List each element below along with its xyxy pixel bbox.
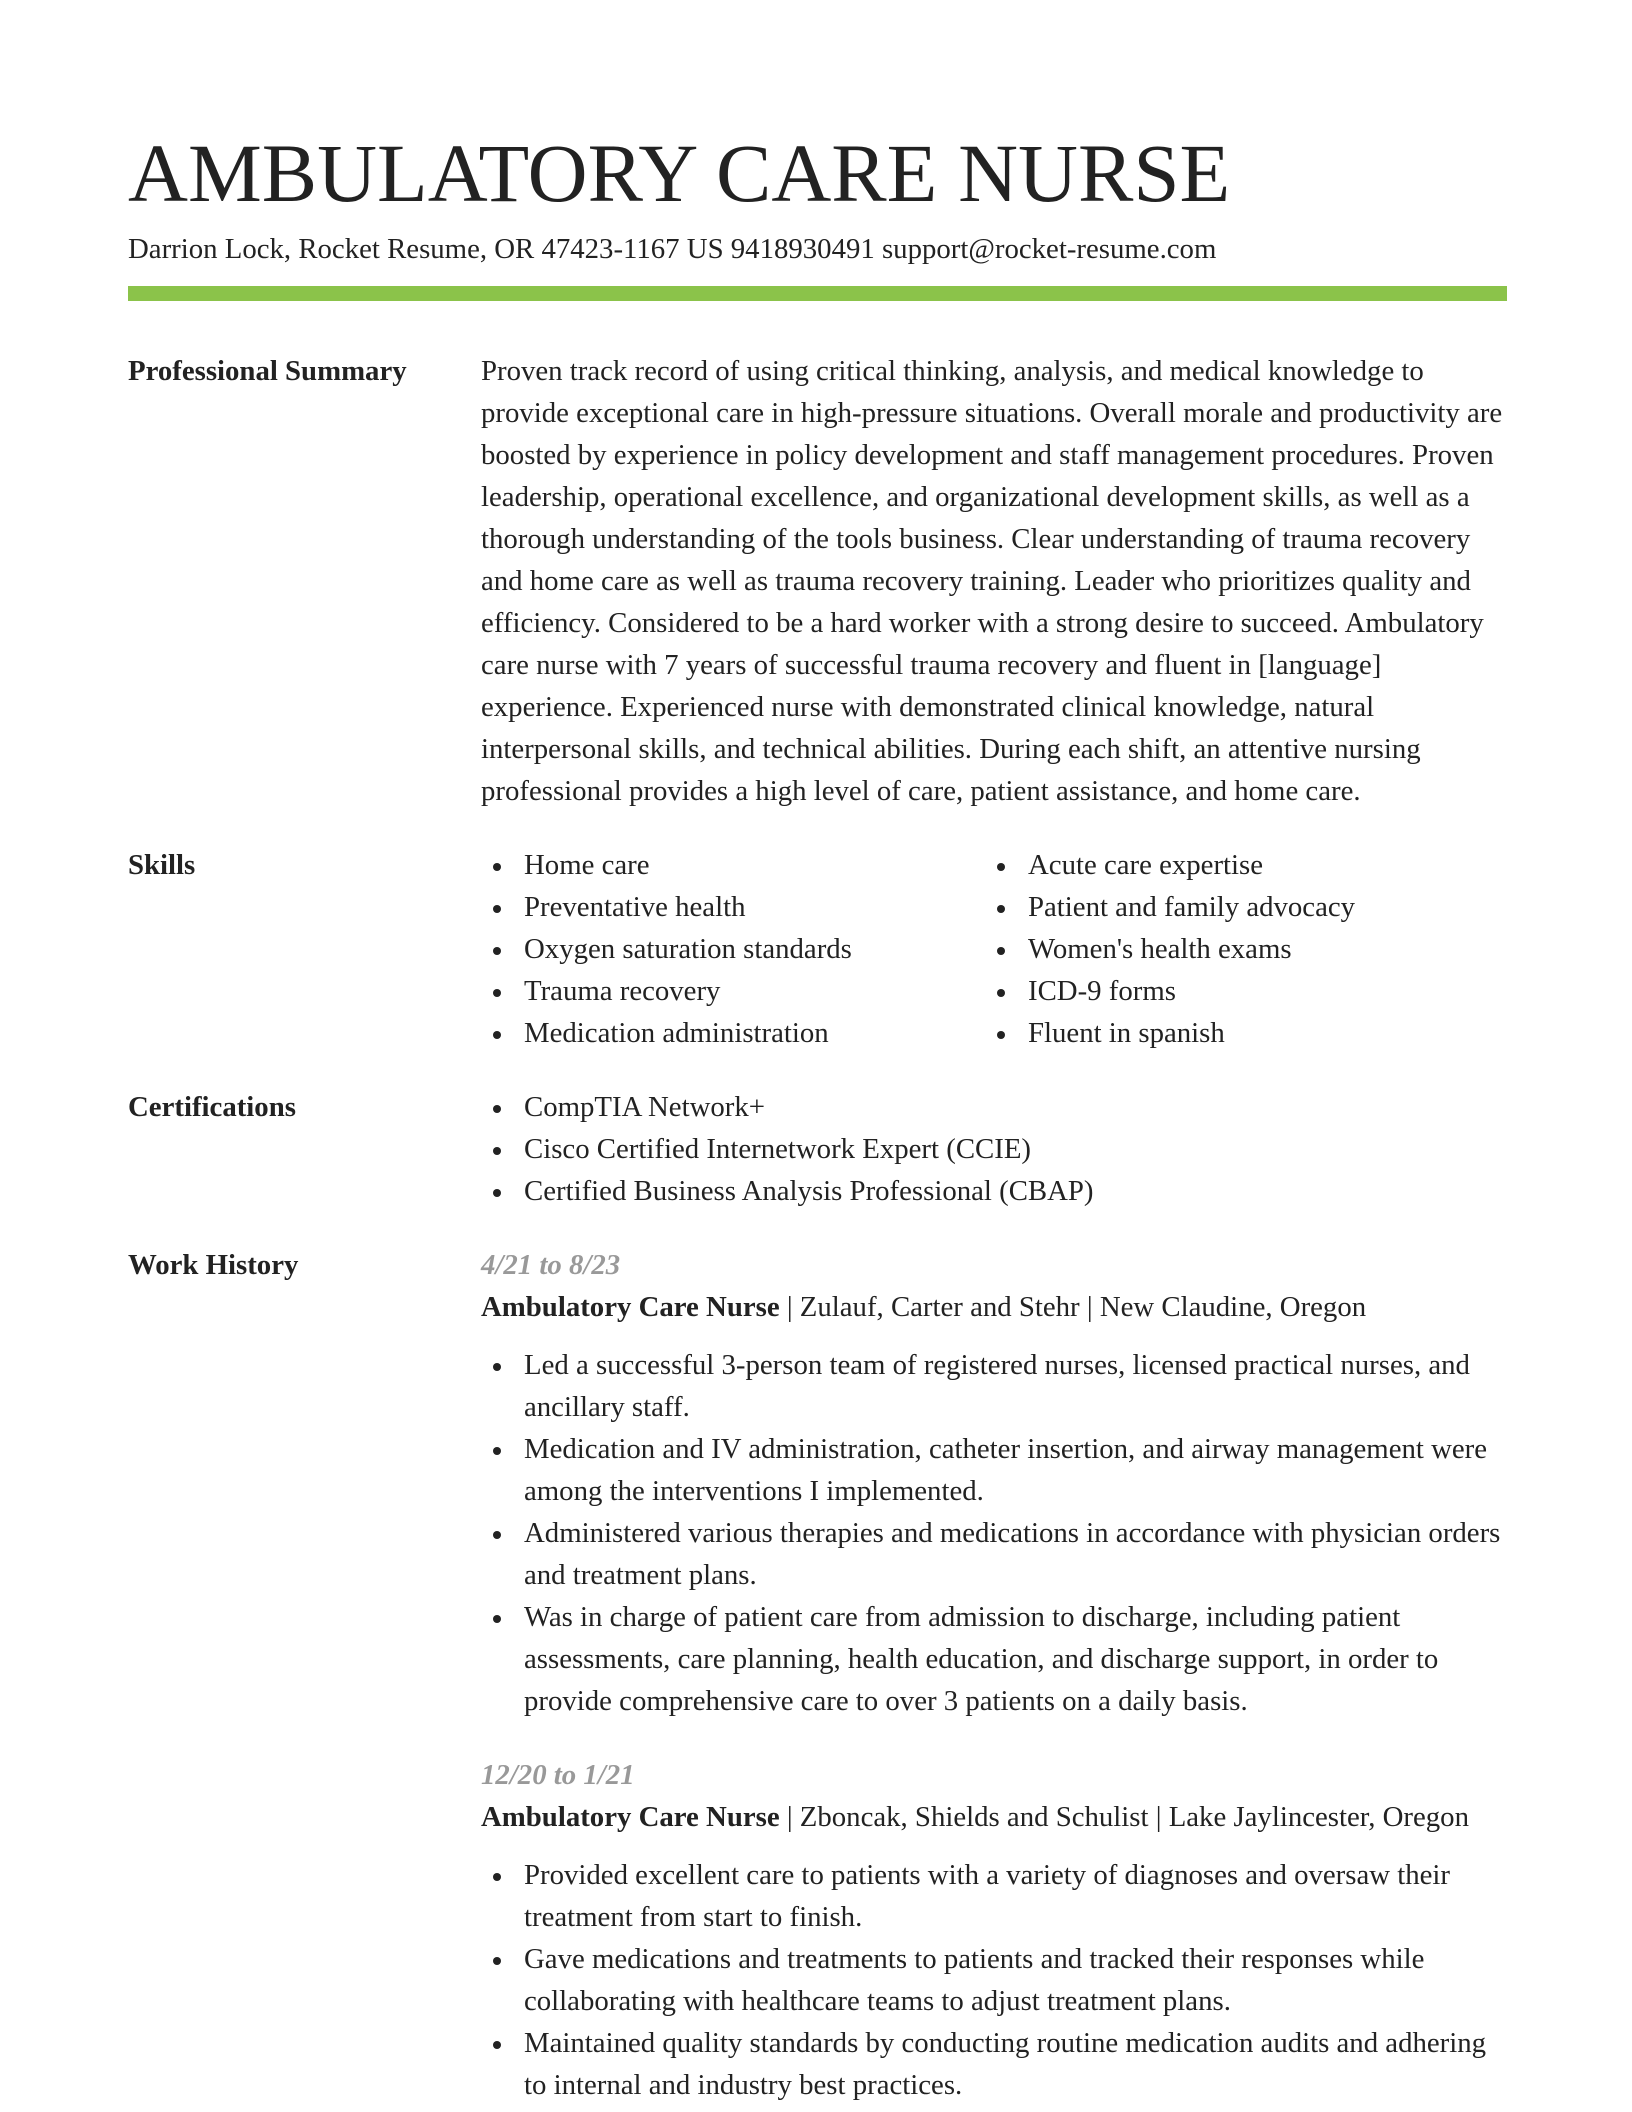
summary-content <box>481 350 1507 812</box>
job-entry <box>481 1244 1507 1722</box>
skill-item: Home care <box>481 844 985 886</box>
work-history-section <box>128 1244 1507 2106</box>
skill-item: Acute care expertise <box>985 844 1507 886</box>
job-duty-item: Was in charge of patient care from admission to discharge, including patient assessments, care planning, health education, and discharge support, in order to provide comprehensive care to over 3 patients on a daily basis. <box>481 1596 1507 1722</box>
section-label-certifications: Certifications <box>128 1091 296 1123</box>
job-duty-item: Medication and IV administration, catheter insertion, and airway management were among the interventions I implemented. <box>481 1428 1507 1512</box>
job-duty-item: Administered various therapies and medications in accordance with physician orders and treatment plans. <box>481 1512 1507 1596</box>
skill-item: Medication administration <box>481 1012 985 1054</box>
skill-item: Preventative health <box>481 886 985 928</box>
job-title: Ambulatory Care Nurse <box>481 1291 780 1323</box>
accent-rule <box>128 286 1507 301</box>
certifications-content <box>481 1086 1507 1212</box>
job-duty-item: Maintained quality standards by conducting routine medication audits and adhering to internal and industry best practices. <box>481 2022 1507 2106</box>
certification-item: Certified Business Analysis Professional (CBAP) <box>481 1170 1507 1212</box>
skill-item: Women's health exams <box>985 928 1507 970</box>
summary-text: Proven track record of using critical thinking, analysis, and medical knowledge to provide exceptional care in high-pressure situations. Overall morale and productivity are boosted by experience in policy development and staff management procedures. Proven leadership, operational excellence, and organizational development skills, as well as a thorough understanding of the tools business. Clear understanding of trauma recovery and home care as well as trauma recovery training. Leader who prioritizes quality and efficiency. Considered to be a hard worker with a strong desire to succeed. Ambulatory care nurse with 7 years of successful trauma recovery and fluent in [language] experience. Experienced nurse with demonstrated clinical knowledge, natural interpersonal skills, and technical abilities. During each shift, an attentive nursing professional provides a high level of care, patient assistance, and home care. <box>481 355 1503 807</box>
work-history-content <box>481 1244 1507 2106</box>
job-duties-list <box>481 1344 1507 1722</box>
section-label-skills: Skills <box>128 849 196 881</box>
job-location: New Claudine, Oregon <box>1099 1291 1367 1323</box>
job-duty-item: Led a successful 3-person team of registered nurses, licensed practical nurses, and ancillary staff. <box>481 1344 1507 1428</box>
contact-line: Darrion Lock, Rocket Resume, OR 47423-1167 US 9418930491 support@rocket-resume.com <box>128 233 1217 265</box>
resume-sections <box>128 350 1507 2106</box>
job-duty-item: Provided excellent care to patients with a variety of diagnoses and oversaw their treatment from start to finish. <box>481 1854 1507 1938</box>
certification-item: Cisco Certified Internetwork Expert (CCIE) <box>481 1128 1507 1170</box>
separator: | <box>1155 1801 1162 1833</box>
skill-item: Oxygen saturation standards <box>481 928 985 970</box>
summary-section <box>128 350 1507 812</box>
skill-item: ICD-9 forms <box>985 970 1507 1012</box>
job-heading <box>481 1286 1507 1328</box>
skills-section <box>128 844 1507 1054</box>
separator: | <box>1086 1291 1093 1323</box>
skill-item: Fluent in spanish <box>985 1012 1507 1054</box>
job-employer: Zboncak, Shields and Schulist <box>799 1801 1149 1833</box>
job-duties-list <box>481 1854 1507 2106</box>
skills-content <box>481 844 1507 1054</box>
certification-item: CompTIA Network+ <box>481 1086 1507 1128</box>
resume-title: AMBULATORY CARE NURSE <box>128 127 1231 219</box>
skill-item: Trauma recovery <box>481 970 985 1012</box>
skills-list-right <box>985 844 1507 1054</box>
job-dates: 4/21 to 8/23 <box>481 1249 621 1281</box>
certifications-list <box>481 1086 1507 1212</box>
job-dates: 12/20 to 1/21 <box>481 1759 635 1791</box>
certifications-section <box>128 1086 1507 1212</box>
skill-item: Patient and family advocacy <box>985 886 1507 928</box>
separator: | <box>786 1291 793 1323</box>
job-location: Lake Jaylincester, Oregon <box>1168 1801 1469 1833</box>
job-employer: Zulauf, Carter and Stehr <box>799 1291 1080 1323</box>
job-duty-item: Gave medications and treatments to patients and tracked their responses while collaborating with healthcare teams to adjust treatment plans. <box>481 1938 1507 2022</box>
skills-list-left <box>481 844 985 1054</box>
job-heading <box>481 1796 1507 1838</box>
job-entry <box>481 1754 1507 2106</box>
job-title: Ambulatory Care Nurse <box>481 1801 780 1833</box>
section-label-work-history: Work History <box>128 1249 299 1281</box>
separator: | <box>786 1801 793 1833</box>
section-label-summary: Professional Summary <box>128 355 407 387</box>
